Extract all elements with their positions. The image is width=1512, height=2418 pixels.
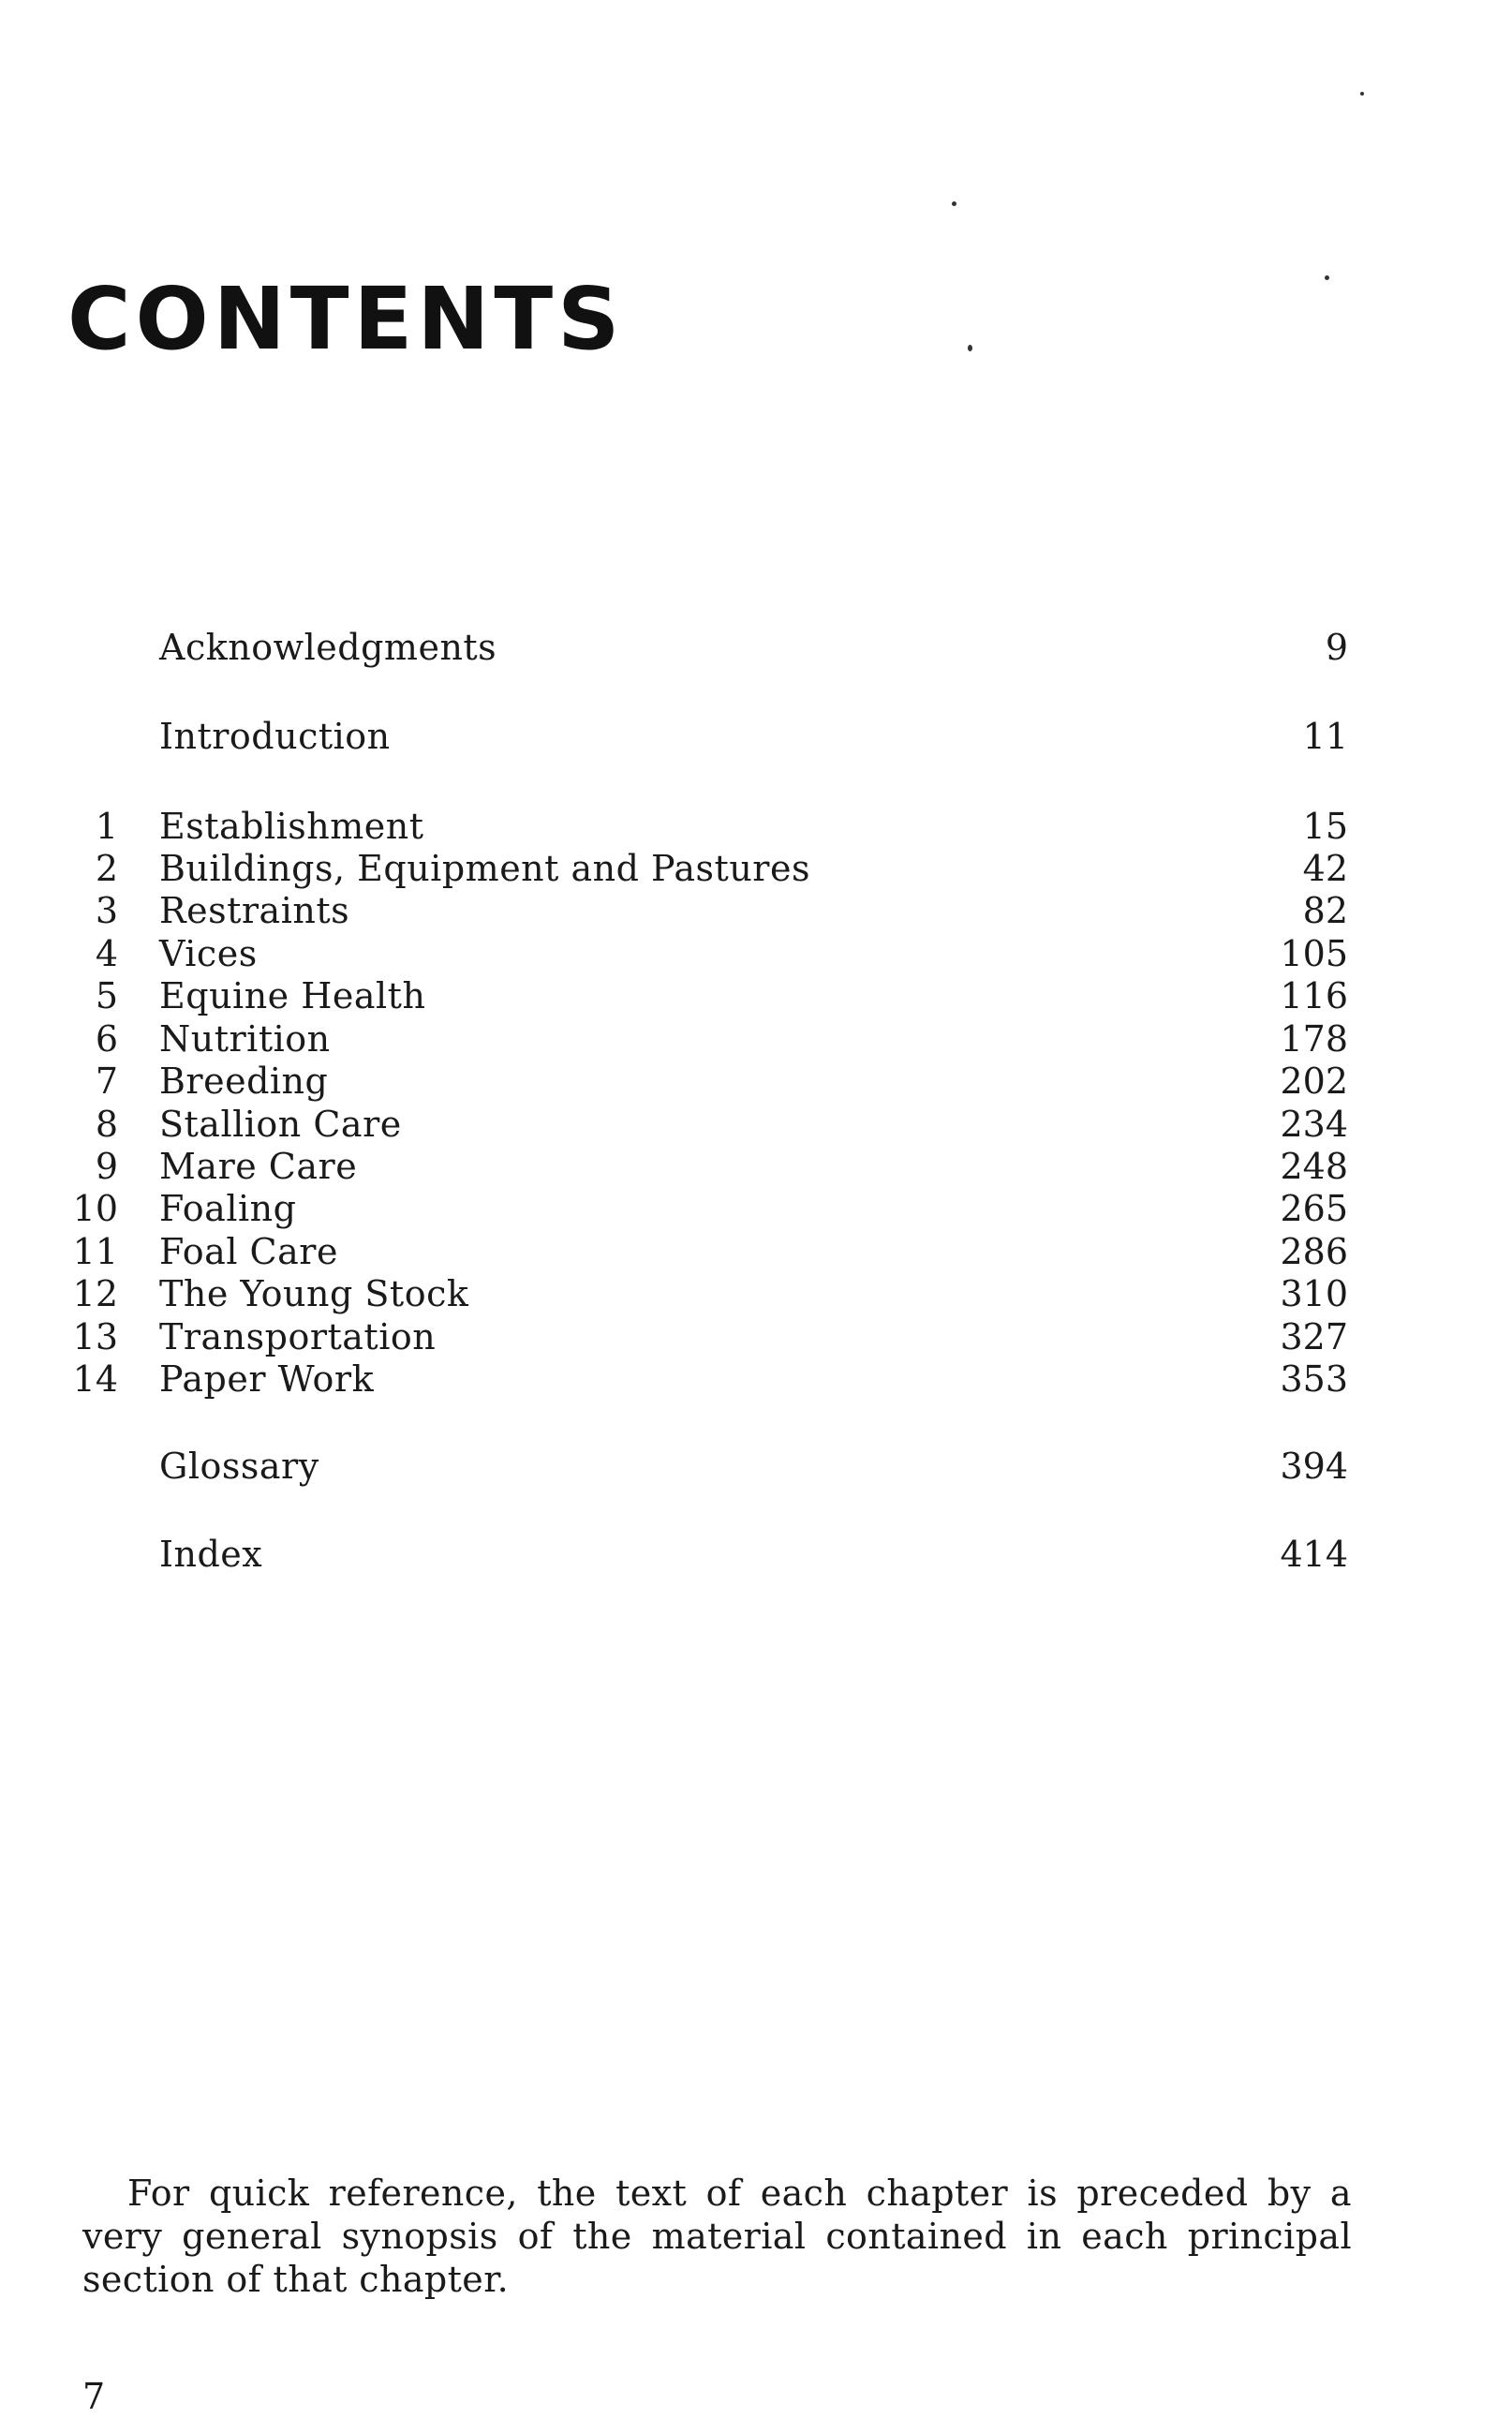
toc-chapter-title: Stallion Care	[159, 1104, 402, 1145]
toc-chapter-title: Paper Work	[159, 1358, 375, 1400]
toc-chapter-number: 8	[95, 1104, 118, 1145]
toc-chapter-title: Establishment	[159, 806, 424, 847]
toc-chapter-title: Foaling	[159, 1188, 297, 1229]
toc-chapter-1[interactable]	[0, 805, 1512, 848]
toc-chapter-number: 11	[72, 1231, 118, 1272]
toc-chapter-number: 10	[72, 1188, 118, 1229]
toc-chapter-page: 116	[1280, 975, 1348, 1016]
toc-chapter-number: 5	[95, 975, 118, 1016]
toc-entry-title: Introduction	[159, 716, 391, 757]
toc-entry-title: Acknowledgments	[159, 627, 497, 668]
toc-entry-page: 394	[1280, 1446, 1348, 1487]
toc-entry-page: 414	[1280, 1534, 1348, 1575]
toc-chapter-page: 178	[1280, 1018, 1348, 1060]
toc-chapter-title: Vices	[159, 933, 258, 974]
toc-chapter-number: 6	[95, 1018, 118, 1060]
toc-chapter-7[interactable]	[0, 1060, 1512, 1103]
toc-chapter-5[interactable]	[0, 974, 1512, 1017]
toc-entry-acknowledgments[interactable]	[0, 626, 1512, 669]
toc-chapter-8[interactable]	[0, 1103, 1512, 1146]
toc-chapter-page: 248	[1280, 1146, 1348, 1187]
toc-chapter-page: 265	[1280, 1188, 1348, 1229]
toc-chapter-number: 2	[95, 848, 118, 889]
toc-chapter-title: Breeding	[159, 1061, 329, 1102]
toc-chapter-number: 13	[72, 1316, 118, 1357]
toc-chapter-page: 234	[1280, 1104, 1348, 1145]
toc-chapter-title: The Young Stock	[159, 1273, 469, 1314]
toc-chapter-page: 82	[1302, 890, 1348, 931]
toc-chapter-page: 202	[1280, 1061, 1348, 1102]
toc-entry-page: 11	[1302, 716, 1348, 757]
toc-entry-title: Index	[159, 1534, 263, 1575]
toc-chapter-number: 7	[95, 1061, 118, 1102]
toc-chapter-title: Equine Health	[159, 975, 426, 1016]
toc-chapter-page: 327	[1280, 1316, 1348, 1357]
toc-chapter-12[interactable]	[0, 1272, 1512, 1315]
toc-chapter-3[interactable]	[0, 889, 1512, 932]
toc-chapter-number: 14	[72, 1358, 118, 1400]
toc-chapter-page: 353	[1280, 1358, 1348, 1400]
toc-entry-index[interactable]	[0, 1533, 1512, 1576]
toc-chapter-title: Buildings, Equipment and Pastures	[159, 848, 810, 889]
toc-chapter-number: 12	[72, 1273, 118, 1314]
toc-chapter-number: 4	[95, 933, 118, 974]
page-title: CONTENTS	[67, 269, 625, 369]
toc-entry-glossary[interactable]	[0, 1445, 1512, 1488]
toc-chapter-number: 1	[95, 806, 118, 847]
toc-chapter-6[interactable]	[0, 1017, 1512, 1061]
toc-entry-page: 9	[1325, 627, 1348, 668]
toc-chapter-page: 286	[1280, 1231, 1348, 1272]
toc-entry-title: Glossary	[159, 1446, 319, 1487]
reference-note: For quick reference, the text of each chapter is preceded by a very general synopsis of the material contained in each principal section of that chapter.	[82, 2173, 1352, 2300]
toc-chapter-number: 9	[95, 1146, 118, 1187]
toc-chapter-4[interactable]	[0, 932, 1512, 975]
toc-chapter-11[interactable]	[0, 1230, 1512, 1273]
toc-entry-introduction[interactable]	[0, 715, 1512, 758]
toc-chapter-14[interactable]	[0, 1357, 1512, 1401]
toc-chapter-9[interactable]	[0, 1145, 1512, 1188]
toc-chapter-number: 3	[95, 890, 118, 931]
toc-chapter-2[interactable]	[0, 847, 1512, 890]
toc-chapter-page: 15	[1302, 806, 1348, 847]
toc-chapter-title: Foal Care	[159, 1231, 338, 1272]
toc-chapter-page: 310	[1280, 1273, 1348, 1314]
toc-chapter-10[interactable]	[0, 1187, 1512, 1230]
toc-chapter-page: 42	[1302, 848, 1348, 889]
toc-chapter-title: Nutrition	[159, 1018, 331, 1060]
page-number: 7	[82, 2376, 106, 2417]
toc-chapter-page: 105	[1280, 933, 1348, 974]
toc-chapter-title: Mare Care	[159, 1146, 358, 1187]
toc-chapter-title: Transportation	[159, 1316, 437, 1357]
toc-chapter-13[interactable]	[0, 1315, 1512, 1358]
toc-chapter-title: Restraints	[159, 890, 350, 931]
